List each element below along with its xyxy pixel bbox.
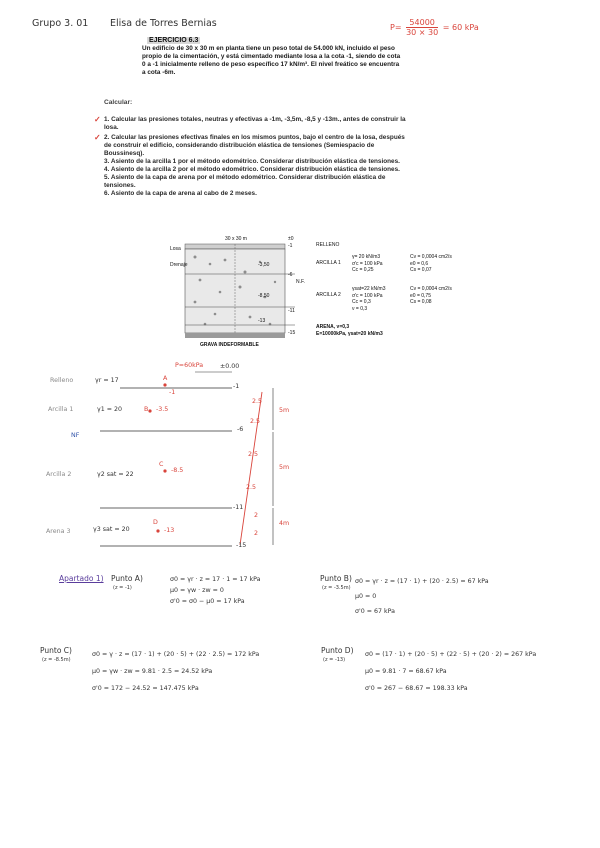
prop: γ= 20 kN/m3 <box>352 254 381 260</box>
pressure-numerator: 54000 <box>406 18 438 28</box>
calc-title: Calcular: <box>104 99 133 106</box>
layer-gamma: γr = 17 <box>95 377 119 384</box>
equation: σ0 = γr · z = 17 · 1 = 17 kPa <box>170 576 261 583</box>
thickness-label: 5m <box>279 464 290 471</box>
task-line: 4. Asiento de la arcilla 2 por el método edométrico. Considerar distribución elástica de tensiones. <box>104 166 400 173</box>
equation: μ0 = 0 <box>355 593 377 600</box>
point-d-sub: (z = -13) <box>323 657 346 663</box>
layer-gamma: γ3 sat = 20 <box>93 526 130 533</box>
statement-line: Un edificio de 30 x 30 m en planta tiene un peso total de 54.000 kN, incluido el peso <box>142 45 395 52</box>
fig-cota: -1 <box>288 243 293 249</box>
point-marker <box>148 409 151 412</box>
equation: σ0 = (17 · 1) + (20 · 5) + (22 · 5) + (20 · 2) = 267 kPa <box>365 651 537 658</box>
prop: ARENA, ν=0,3 <box>316 324 350 330</box>
pressure-label: P= <box>390 23 402 32</box>
layer-name: Arcilla 1 <box>48 406 74 413</box>
point-marker <box>156 529 159 532</box>
task-line: de construir el edificio, considerando distribución elástica de tensiones (Semiespacio de <box>104 142 375 149</box>
fig-grava-label: GRAVA INDEFORMABLE <box>200 342 259 348</box>
exercise-title-text: EJERCICIO 6.3 <box>149 37 199 44</box>
group-label: Grupo 3. 01 <box>32 18 89 29</box>
point-a-sub: (z = -1) <box>113 585 132 591</box>
fig-cota: -15 <box>288 330 296 336</box>
prop: Cv = 0,0004 cm2/s <box>410 286 452 292</box>
point-c-sub: (z = -8.5m) <box>42 657 71 663</box>
fig-arcilla2-name: ARCILLA 2 <box>316 292 341 298</box>
point-a-eqs <box>170 574 261 607</box>
point-b-sub: (z = -3.5m) <box>322 585 351 591</box>
prop: ν = 0,3 <box>352 305 368 312</box>
point-letter: D <box>153 519 158 526</box>
statement-line: propio de la cimentación, y está cimentado mediante losa a la cota -1, siendo de cota <box>142 53 401 60</box>
point-depth: -1 <box>169 389 176 396</box>
sketch-zero: ±0.00 <box>220 363 240 370</box>
prop: Cc = 0,3 <box>352 299 371 305</box>
prop: Cs = 0,07 <box>410 267 432 273</box>
fig-nf-label: N.F. <box>296 279 305 285</box>
fig-losa-label: Losa <box>170 246 181 252</box>
pressure-denominator: 30 × 30 <box>406 28 439 37</box>
task-line: losa. <box>104 124 119 131</box>
thickness-label: 4m <box>279 520 290 527</box>
level-label: -11 <box>233 504 244 511</box>
apartado-label: Apartado 1) <box>59 574 104 583</box>
point-depth: -13 <box>164 527 175 534</box>
equation: μ0 = 9.81 · 7 = 68.67 kPa <box>365 668 447 675</box>
statement-line: a cota -6m. <box>142 69 176 76</box>
point-depth: -3.5 <box>156 406 169 413</box>
thickness-label: 5m <box>279 407 290 414</box>
fig-arcilla1-name: ARCILLA 1 <box>316 260 341 266</box>
fig-drenaje-label: Drenaje <box>170 262 188 268</box>
prop: γsat=22 kN/m3 <box>352 286 386 292</box>
sketch-p-label: P=60kPa <box>175 362 204 369</box>
task-line: Boussinesq). <box>104 150 145 157</box>
equation: σ'0 = 67 kPa <box>355 608 396 615</box>
check-icon: ✓ <box>94 115 101 124</box>
equation: μ0 = γw · zw = 9.81 · 2.5 = 24.52 kPa <box>92 668 213 675</box>
layer-name: Relleno <box>50 377 74 384</box>
prop: Cs = 0,08 <box>410 299 432 305</box>
fig-relleno-label: RELLENO <box>316 242 340 248</box>
layer-gamma: γ1 = 20 <box>97 406 123 413</box>
layer-gamma: γ2 sat = 22 <box>97 471 134 478</box>
equation: σ0 = γr · z = (17 · 1) + (20 · 2.5) = 67 kPa <box>355 578 489 585</box>
layer-name-nf: NF <box>71 432 80 439</box>
prop: σ'c = 100 kPa <box>352 292 383 299</box>
equation: σ0 = γ · z = (17 · 1) + (20 · 5) + (22 · 2.5) = 172 kPa <box>92 651 260 658</box>
prop: E=10000kPa, γsat=20 kN/m3 <box>316 330 383 337</box>
fig-cota: -6 <box>288 272 293 278</box>
task-line: tensiones. <box>104 182 136 189</box>
point-b-title: Punto B) <box>320 574 352 583</box>
fig-cota: -8,50 <box>258 293 270 299</box>
prop: σ'c = 100 kPa <box>352 260 383 267</box>
point-marker <box>163 383 166 386</box>
dim-label: 2.5 <box>250 418 261 425</box>
fig-cota: ±0 <box>288 236 294 242</box>
point-d-eqs <box>365 646 536 697</box>
task-line: 5. Asiento de la capa de arena por el método edométrico. Considerar distribución elástica de <box>104 174 386 181</box>
fig-cota: -11 <box>288 308 295 314</box>
point-a-title: Punto A) <box>111 574 143 583</box>
dim-label: 2 <box>254 530 259 537</box>
dim-label: 2.5 <box>246 484 257 491</box>
equation: σ'0 = σ0 − μ0 = 17 kPa <box>170 598 245 605</box>
level-label: -15 <box>236 542 247 549</box>
point-b-eqs <box>355 574 489 619</box>
layer-name: Arena 3 <box>46 528 71 535</box>
task-line: 2. Calcular las presiones efectivas finales en los mismos puntos, bajo el centro de la losa, después <box>104 134 405 141</box>
prop: e0 = 0,6 <box>410 260 429 267</box>
prop: e0 = 0,75 <box>410 292 431 299</box>
pressure-result: = 60 kPa <box>442 23 479 32</box>
fig-cota: -13 <box>258 318 266 324</box>
task-line: 1. Calcular las presiones totales, neutras y efectivas a -1m, -3,5m, -8,5 y -13m., antes de construir la <box>104 116 406 123</box>
task-line: 3. Asiento de la arcilla 1 por el método edométrico. Considerar distribución elástica de tensiones. <box>104 158 400 165</box>
point-c-title: Punto C) <box>40 646 72 655</box>
point-d-title: Punto D) <box>321 646 354 655</box>
equation: σ'0 = 267 − 68.67 = 198.33 kPa <box>365 685 468 692</box>
point-letter: B <box>144 406 149 413</box>
point-marker <box>163 469 166 472</box>
prop: Cv = 0,0004 cm2/s <box>410 254 452 260</box>
prop: Cc = 0,25 <box>352 267 374 273</box>
point-depth: -8.5 <box>171 467 184 474</box>
statement-line: 0 a -1 inicialmente relleno de peso específico 17 kN/m³. El nivel freático se encuentra <box>142 61 400 68</box>
level-label: -6 <box>237 426 244 433</box>
dim-label: 2.5 <box>252 398 263 405</box>
author-name: Elisa de Torres Bernias <box>110 18 217 29</box>
dim-label: 2.5 <box>248 451 259 458</box>
point-c-eqs <box>92 646 259 697</box>
task-line: 6. Asiento de la capa de arena al cabo de 2 meses. <box>104 190 257 197</box>
fig-plan-label: 30 x 30 m <box>225 236 247 242</box>
fig-cota: -3,50 <box>258 262 270 268</box>
equation: σ'0 = 172 − 24.52 = 147.475 kPa <box>92 685 199 692</box>
dim-label: 2 <box>254 512 259 519</box>
check-icon: ✓ <box>94 133 101 142</box>
point-letter: C <box>159 461 164 468</box>
point-letter: A <box>163 375 168 382</box>
equation: μ0 = γw · zw = 0 <box>170 587 224 594</box>
layer-name: Arcilla 2 <box>46 471 72 478</box>
dimension-line <box>240 392 262 545</box>
level-label: -1 <box>233 383 240 390</box>
